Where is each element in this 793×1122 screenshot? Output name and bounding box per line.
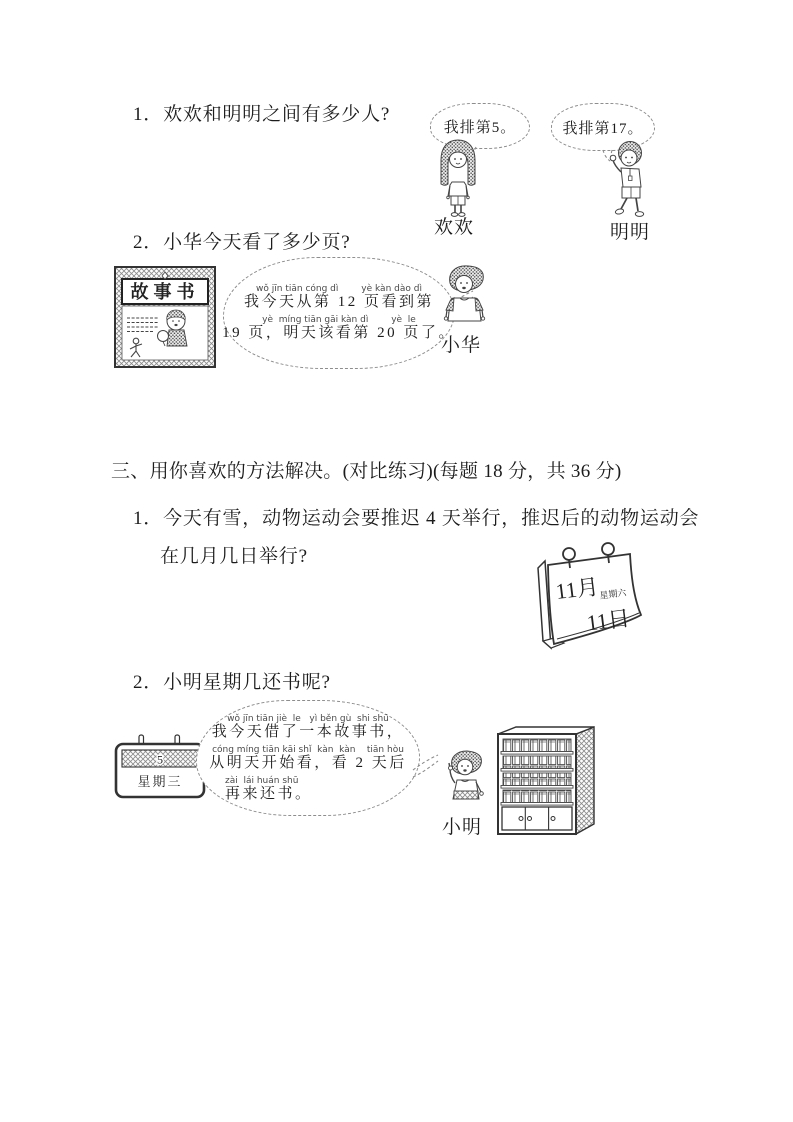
label-mingming: 明明 bbox=[610, 222, 651, 243]
bubble-tail-xiaoming bbox=[412, 752, 440, 780]
bubble2-pinyin-1: wǒ jīn tiān jiè le yì běn gù shi shū bbox=[227, 713, 389, 724]
speech-bubble-xiaohua bbox=[223, 257, 455, 369]
girl-huanhuan-illustration bbox=[436, 138, 480, 218]
bubble-pinyin-1: wǒ jīn tiān cóng dì yè kàn dào dì bbox=[256, 284, 422, 294]
boy-xiaohua-illustration bbox=[438, 264, 494, 338]
bookshelf-illustration bbox=[494, 726, 600, 840]
label-huanhuan: 欢欢 bbox=[434, 217, 475, 238]
bubble2-line-2: 从明天开始看，看 2 天后 bbox=[209, 754, 407, 771]
storybook-illustration bbox=[114, 266, 216, 368]
wall-calendar-weekday: 星期三 bbox=[137, 774, 183, 789]
bubble2-line-3: 再来还书。 bbox=[225, 785, 313, 802]
speech-bubble-huanhuan-text: 我排第5。 bbox=[443, 119, 517, 136]
speech-bubble-mingming-text: 我排第17。 bbox=[562, 120, 644, 137]
section3-heading: 三、用你喜欢的方法解决。(对比练习)(每题 18 分，共 36 分) bbox=[111, 461, 622, 482]
question-s2q1: 1．欢欢和明明之间有多少人? bbox=[133, 104, 391, 125]
label-xiaohua: 小华 bbox=[441, 335, 482, 356]
bubble2-pinyin-2: cóng míng tiān kāi shǐ kàn kàn tiān hòu bbox=[212, 744, 404, 755]
wall-calendar-day: 5 bbox=[157, 752, 163, 767]
question-s3q1-line1: 1．今天有雪，动物运动会要推迟 4 天举行，推迟后的动物运动会 bbox=[133, 508, 700, 529]
bubble2-pinyin-3: zài lái huán shū bbox=[225, 775, 299, 786]
question-s3q1-line2: 在几月几日举行? bbox=[160, 546, 308, 567]
label-xiaoming: 小明 bbox=[442, 817, 483, 838]
desk-calendar-weekday: 星期六 bbox=[598, 587, 627, 601]
bubble-pinyin-2: yè míng tiān gāi kàn dì yè le bbox=[262, 315, 416, 325]
desk-calendar-illustration bbox=[524, 540, 656, 660]
storybook-title: 故事书 bbox=[130, 282, 200, 302]
question-s2q2: 2．小华今天看了多少页? bbox=[133, 232, 351, 253]
speech-bubble-xiaoming bbox=[196, 700, 420, 816]
boy-xiaoming-illustration bbox=[440, 750, 492, 820]
desk-calendar-day: 11日 bbox=[585, 605, 632, 636]
question-s3q2: 2．小明星期几还书呢? bbox=[133, 672, 331, 693]
bubble2-line-1: 我今天借了一本故事书， bbox=[211, 723, 405, 740]
wall-calendar-illustration bbox=[113, 734, 207, 800]
bubble-line-2: 19 页，明天该看第 20 页了。 bbox=[222, 325, 456, 341]
desk-calendar-month: 11月 bbox=[554, 573, 601, 605]
boy-mingming-illustration bbox=[597, 140, 659, 222]
bubble-line-1: 我今天从第 12 页看到第 bbox=[243, 294, 434, 310]
